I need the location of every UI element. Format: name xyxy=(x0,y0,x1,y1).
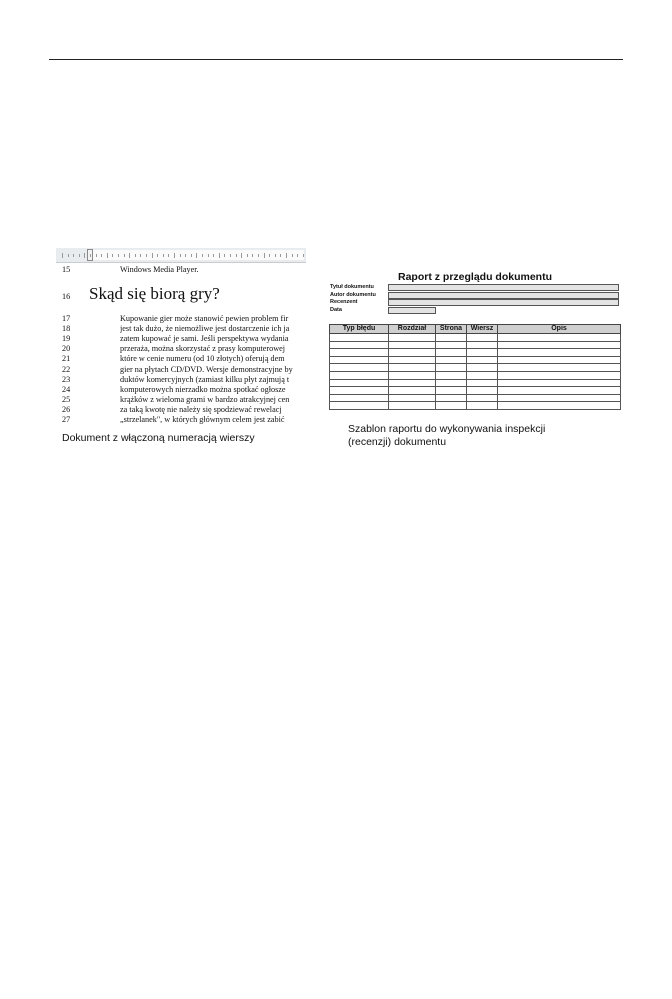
table-cell xyxy=(330,356,389,364)
ruler-tick xyxy=(202,254,203,257)
table-cell xyxy=(330,334,389,342)
table-cell xyxy=(467,402,498,410)
line-number: 22 xyxy=(62,364,71,374)
table-cell xyxy=(436,402,467,410)
table-cell xyxy=(498,334,621,342)
error-table xyxy=(329,324,621,410)
table-row xyxy=(330,334,621,342)
ruler-tick xyxy=(286,253,287,258)
ruler-tick xyxy=(84,253,85,258)
table-cell xyxy=(498,349,621,357)
table-cell xyxy=(389,341,436,349)
line-number: 20 xyxy=(62,344,71,354)
table-cell xyxy=(498,356,621,364)
ruler-tick xyxy=(112,254,113,257)
table-cell xyxy=(467,334,498,342)
table-cell xyxy=(498,341,621,349)
ruler-tick xyxy=(247,254,248,257)
ruler-tick xyxy=(140,254,141,257)
table-cell xyxy=(498,364,621,372)
ruler-tick xyxy=(196,253,197,258)
document-line xyxy=(56,344,306,354)
table-cell xyxy=(389,402,436,410)
ruler-tick xyxy=(79,254,80,257)
ruler-tick xyxy=(73,254,74,257)
line-text: które w cenie numeru (od 10 złotych) oferują dem xyxy=(120,354,285,364)
table-cell xyxy=(389,364,436,372)
table-cell xyxy=(467,364,498,372)
meta-field-label: Autor dokumentu xyxy=(330,291,376,298)
table-cell xyxy=(467,394,498,402)
table-cell xyxy=(330,349,389,357)
table-cell xyxy=(330,364,389,372)
ruler-tick xyxy=(135,254,136,257)
table-row xyxy=(330,371,621,379)
document-line xyxy=(56,334,306,344)
ruler-tick xyxy=(269,254,270,257)
figure-caption-right: Szablon raportu do wykonywania inspekcji (recenzji) dokumentu xyxy=(348,423,546,448)
ruler-tick xyxy=(62,253,63,258)
line-text: „strzelanek", w których głównym celem jest zabić xyxy=(120,415,285,424)
document-line xyxy=(56,375,306,385)
table-cell xyxy=(330,371,389,379)
table-row xyxy=(330,356,621,364)
table-cell xyxy=(467,349,498,357)
table-cell xyxy=(330,402,389,410)
ruler xyxy=(56,248,306,263)
ruler-tick xyxy=(280,254,281,257)
table-cell xyxy=(467,379,498,387)
table-cell xyxy=(467,387,498,395)
ruler-tick xyxy=(213,254,214,257)
table-cell xyxy=(467,341,498,349)
ruler-tick xyxy=(297,254,298,257)
column-header: Strona xyxy=(436,325,467,334)
ruler-tick xyxy=(236,254,237,257)
table-cell xyxy=(436,349,467,357)
ruler-tick xyxy=(157,254,158,257)
line-text: Kupowanie gier może stanowić pewien problem fir xyxy=(120,314,289,323)
table-cell xyxy=(330,394,389,402)
meta-field-box xyxy=(388,307,436,314)
table-cell xyxy=(330,387,389,395)
ruler-tick xyxy=(230,254,231,257)
ruler-tick xyxy=(191,254,192,257)
table-cell xyxy=(498,394,621,402)
meta-field-row xyxy=(328,307,622,315)
document-page xyxy=(56,262,306,453)
table-row xyxy=(330,379,621,387)
table-row xyxy=(330,402,621,410)
ruler-tick xyxy=(129,253,130,258)
table-cell xyxy=(389,334,436,342)
ruler-tick xyxy=(101,254,102,257)
ruler-tick xyxy=(118,254,119,257)
ruler-tick xyxy=(241,253,242,258)
meta-field-label: Tytuł dokumentu xyxy=(330,284,374,290)
column-header: Typ błędu xyxy=(330,325,389,334)
ruler-tick xyxy=(180,254,181,257)
table-cell xyxy=(467,371,498,379)
line-number: 26 xyxy=(62,404,71,414)
line-number: 15 xyxy=(62,265,71,274)
table-cell xyxy=(389,387,436,395)
meta-field-label: Recenzent xyxy=(330,299,358,306)
ruler-tick xyxy=(292,254,293,257)
meta-field-box xyxy=(388,299,619,306)
table-cell xyxy=(389,356,436,364)
meta-field-box xyxy=(388,284,619,291)
line-number: 19 xyxy=(62,334,71,344)
meta-field-row xyxy=(328,284,622,292)
table-row xyxy=(330,341,621,349)
document-line xyxy=(56,395,306,405)
ruler-tick xyxy=(258,254,259,257)
ruler-tick xyxy=(124,254,125,257)
table-cell xyxy=(389,371,436,379)
table-cell xyxy=(330,379,389,387)
line-text: gier na płytach CD/DVD. Wersje demonstracyjne by xyxy=(120,364,293,374)
table-row xyxy=(330,364,621,372)
table-row xyxy=(330,349,621,357)
line-number: 24 xyxy=(62,384,71,394)
table-cell xyxy=(498,387,621,395)
table-cell xyxy=(436,371,467,379)
ruler-tick xyxy=(96,254,97,257)
line-text: zatem kupować je sami. Jeśli perspektywa wydania xyxy=(120,334,289,344)
table-cell xyxy=(436,379,467,387)
line-text: Windows Media Player. xyxy=(120,265,199,274)
column-header: Rozdział xyxy=(389,325,436,334)
table-cell xyxy=(467,356,498,364)
ruler-tick xyxy=(168,254,169,257)
table-cell xyxy=(436,364,467,372)
meta-field-label: Data xyxy=(330,306,342,313)
document-line xyxy=(56,354,306,364)
line-text: krążków z wieloma grami w bardzo atrakcyjnej cen xyxy=(120,394,290,404)
line-text: przeraża, można skorzystać z prasy komputerowej xyxy=(120,344,286,354)
report-title: Raport z przeglądu dokumentu xyxy=(397,271,552,283)
ruler-tick xyxy=(152,253,153,258)
table-cell xyxy=(498,371,621,379)
line-number: 16 xyxy=(62,292,71,301)
ruler-tick xyxy=(208,254,209,257)
ruler-tick xyxy=(174,253,175,258)
document-line xyxy=(56,324,306,334)
table-cell xyxy=(436,334,467,342)
table-cell xyxy=(436,341,467,349)
line-text: za taką kwotę nie należy się spodziewać rewelacj xyxy=(120,404,282,414)
ruler-tick xyxy=(146,254,147,257)
document-line xyxy=(56,365,306,375)
table-cell xyxy=(389,379,436,387)
document-line xyxy=(56,265,306,275)
ruler-tick xyxy=(90,254,91,257)
table-cell xyxy=(389,394,436,402)
meta-field-box xyxy=(388,292,619,299)
document-line xyxy=(56,415,306,425)
document-line xyxy=(56,385,306,395)
header-rule xyxy=(49,59,623,60)
column-header: Wiersz xyxy=(467,325,498,334)
column-header: Opis xyxy=(498,325,621,334)
line-number: 23 xyxy=(62,374,71,384)
table-cell xyxy=(389,349,436,357)
ruler-tick xyxy=(163,254,164,257)
figure-caption-left: Dokument z włączoną numeracją wierszy xyxy=(62,432,255,444)
line-number: 18 xyxy=(62,324,71,334)
ruler-tick xyxy=(303,254,304,257)
table-cell xyxy=(498,402,621,410)
line-numbered-document-figure xyxy=(56,248,306,453)
ruler-tick xyxy=(264,253,265,258)
line-number: 27 xyxy=(62,415,71,424)
ruler-tick xyxy=(252,254,253,257)
line-number: 21 xyxy=(62,354,71,364)
table-row xyxy=(330,394,621,402)
document-line xyxy=(56,405,306,415)
table-cell xyxy=(498,379,621,387)
table-cell xyxy=(436,356,467,364)
table-cell xyxy=(436,394,467,402)
line-number: 17 xyxy=(62,314,71,323)
meta-field-row xyxy=(328,292,622,300)
line-text: jest tak dużo, że niemożliwe jest dostarczenie ich ja xyxy=(120,324,290,334)
table-cell xyxy=(436,387,467,395)
line-text: Skąd się biorą gry? xyxy=(89,284,220,303)
ruler-tick xyxy=(224,254,225,257)
ruler-tick xyxy=(219,253,220,258)
line-text: duktów komercyjnych (zamiast kilku płyt zajmują t xyxy=(120,374,290,384)
table-row xyxy=(330,387,621,395)
ruler-tick xyxy=(185,254,186,257)
heading-line xyxy=(56,284,306,310)
document-line xyxy=(56,314,306,324)
line-number: 25 xyxy=(62,394,71,404)
ruler-tick xyxy=(68,254,69,257)
ruler-tick xyxy=(275,254,276,257)
ruler-tick xyxy=(107,253,108,258)
meta-field-row xyxy=(328,299,622,307)
table-cell xyxy=(330,341,389,349)
line-text: komputerowych nierzadko można spotkać ogłosze xyxy=(120,384,286,394)
